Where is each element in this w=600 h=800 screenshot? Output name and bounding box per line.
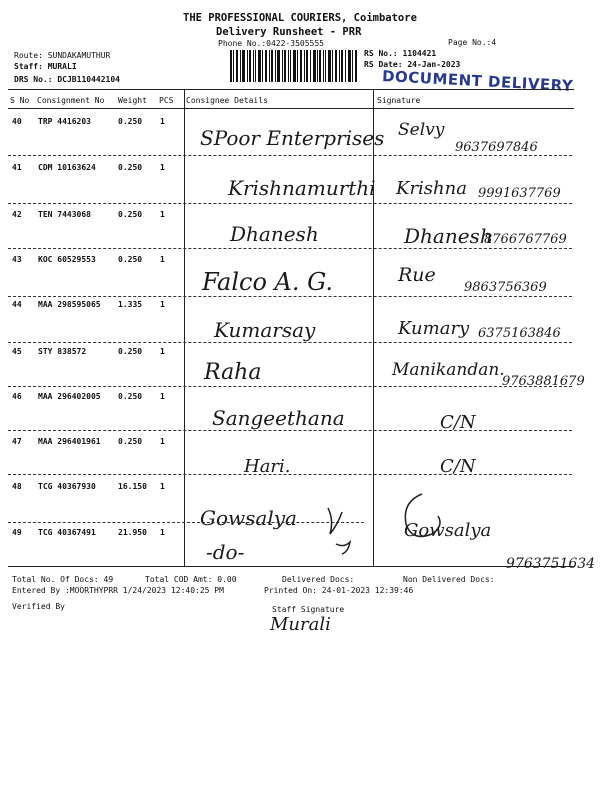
sheet-title: Delivery Runsheet - PRR <box>216 26 362 38</box>
col-sno: S No <box>10 96 30 105</box>
row-weight: 0.250 <box>118 347 143 356</box>
row-weight: 0.250 <box>118 210 143 219</box>
row-signature: C/N <box>440 456 476 477</box>
row-consignment: TCG 40367491 <box>38 528 96 537</box>
row-signature: Kumary <box>398 318 470 339</box>
row-sno: 44 <box>12 300 22 309</box>
row-weight: 1.335 <box>118 300 143 309</box>
col-consignee: Consignee Details <box>186 96 268 105</box>
col-weight: Weight <box>118 96 147 105</box>
row-signature: Krishna <box>396 178 467 199</box>
row-pcs: 1 <box>160 210 165 219</box>
barcode <box>230 50 358 82</box>
row-weight: 0.250 <box>118 163 143 172</box>
row-consignee: -do- <box>206 540 245 564</box>
non-delivered-docs: Non Delivered Docs: <box>403 575 495 584</box>
row-consignee: Dhanesh <box>230 222 319 246</box>
row-consignee: Kumarsay <box>214 318 316 342</box>
staff-label: Staff: <box>14 62 43 71</box>
company-name: THE PROFESSIONAL COURIERS, Coimbatore <box>183 12 417 24</box>
row-consignment: STY 838572 <box>38 347 87 356</box>
row-divider <box>8 296 572 297</box>
row-consignee: Krishnamurthi <box>228 176 376 200</box>
row-weight: 0.250 <box>118 392 143 401</box>
row-phone: 9763751634 <box>506 556 596 572</box>
row-weight: 0.250 <box>118 255 143 264</box>
row-divider <box>8 430 572 431</box>
row-consignee: SPoor Enterprises <box>200 126 385 150</box>
row-sno: 43 <box>12 255 22 264</box>
staff-signature: Murali <box>270 614 331 635</box>
row-consignee: Gowsalya <box>200 506 297 530</box>
row-pcs: 1 <box>160 163 165 172</box>
row-signature: Manikandan. <box>392 360 505 380</box>
row-pcs: 1 <box>160 392 165 401</box>
row-signature: Gowsalya <box>404 520 492 541</box>
staff-line <box>14 62 77 71</box>
delivered-docs: Delivered Docs: <box>282 575 355 584</box>
row-signature: Dhanesh <box>404 224 493 248</box>
row-consignment: KOC 60529553 <box>38 255 96 264</box>
table-header-rule <box>8 108 574 109</box>
page-number: Page No.:4 <box>448 38 497 47</box>
row-divider <box>8 248 572 249</box>
signature-loop <box>398 488 448 548</box>
row-divider <box>8 522 364 523</box>
row-weight: 0.250 <box>118 117 143 126</box>
row-sno: 49 <box>12 528 22 537</box>
row-phone: 9863756369 <box>464 280 547 295</box>
printed-on: Printed On: 24-01-2023 12:39:46 <box>264 586 414 595</box>
col-pcs: PCS <box>159 96 174 105</box>
drs-line <box>14 75 120 84</box>
row-divider <box>8 342 572 343</box>
drs-value: DCJB110442104 <box>57 75 120 84</box>
row-phone: 6375163846 <box>478 326 561 341</box>
phone-number: Phone No.:0422-3505555 <box>218 39 324 48</box>
row-consignment: MAA 296401961 <box>38 437 101 446</box>
row-pcs: 1 <box>160 300 165 309</box>
row-pcs: 1 <box>160 255 165 264</box>
row-pcs: 1 <box>160 528 165 537</box>
row-weight: 21.950 <box>118 528 147 537</box>
row-consignment: MAA 298595065 <box>38 300 101 309</box>
rs-date: RS Date: 24-Jan-2023 <box>364 60 461 69</box>
row-pcs: 1 <box>160 117 165 126</box>
row-sno: 48 <box>12 482 22 491</box>
row-pcs: 1 <box>160 347 165 356</box>
row-sno: 47 <box>12 437 22 446</box>
row-consignee: Falco A. G. <box>202 268 334 296</box>
row-consignee: Raha <box>204 360 262 385</box>
row-divider <box>8 155 572 156</box>
table-top-rule <box>8 89 574 90</box>
document-delivery-stamp: DOCUMENT DELIVERY <box>381 67 574 95</box>
drs-label: DRS No.: <box>14 75 53 84</box>
row-consignment: MAA 296402005 <box>38 392 101 401</box>
total-docs: Total No. Of Docs: 49 <box>12 575 114 584</box>
row-pcs: 1 <box>160 482 165 491</box>
row-signature: Selvy <box>398 120 445 140</box>
row-sno: 41 <box>12 163 22 172</box>
row-divider <box>8 386 572 387</box>
row-phone: 9637697846 <box>455 140 538 155</box>
entered-by: Entered By :MOORTHYPRR 1/24/2023 12:40:25 PM <box>12 586 224 595</box>
row-divider <box>8 203 572 204</box>
col-signature: Signature <box>377 96 421 105</box>
staff-value: MURALI <box>47 62 77 71</box>
row-consignment: CDM 10163624 <box>38 163 96 172</box>
row-weight: 0.250 <box>118 437 143 446</box>
row-consignment: TRP 4416203 <box>38 117 91 126</box>
route-value: SUNDAKAMUTHUR <box>47 51 111 60</box>
row-sno: 46 <box>12 392 22 401</box>
footer-rule <box>8 566 574 567</box>
staff-signature-label: Staff Signature <box>272 605 345 614</box>
row-phone: 9763881679 <box>502 374 585 389</box>
row-sno: 40 <box>12 117 22 126</box>
row-pcs: 1 <box>160 437 165 446</box>
row-consignment: TCG 40367930 <box>38 482 96 491</box>
row-weight: 16.150 <box>118 482 147 491</box>
row-divider <box>8 474 572 475</box>
col-divider-signature <box>373 90 374 566</box>
row-consignment: TEN 7443068 <box>38 210 91 219</box>
handwritten-mark <box>320 500 370 560</box>
row-sno: 42 <box>12 210 22 219</box>
row-consignee: Sangeethana <box>212 406 345 430</box>
rs-number: RS No.: 1104421 <box>364 49 437 58</box>
route-line <box>14 51 110 60</box>
col-consignment: Consignment No <box>37 96 105 105</box>
row-consignee: Hari. <box>244 456 291 477</box>
row-signature: C/N <box>440 412 476 433</box>
total-cod: Total COD Amt: 0.00 <box>145 575 237 584</box>
verified-by: Verified By <box>12 602 65 611</box>
col-divider-consignee <box>184 90 185 566</box>
row-phone: 8766767769 <box>484 232 567 247</box>
route-label: Route: <box>14 51 43 60</box>
row-phone: 9991637769 <box>478 186 561 201</box>
row-sno: 45 <box>12 347 22 356</box>
row-signature: Rue <box>398 264 436 286</box>
